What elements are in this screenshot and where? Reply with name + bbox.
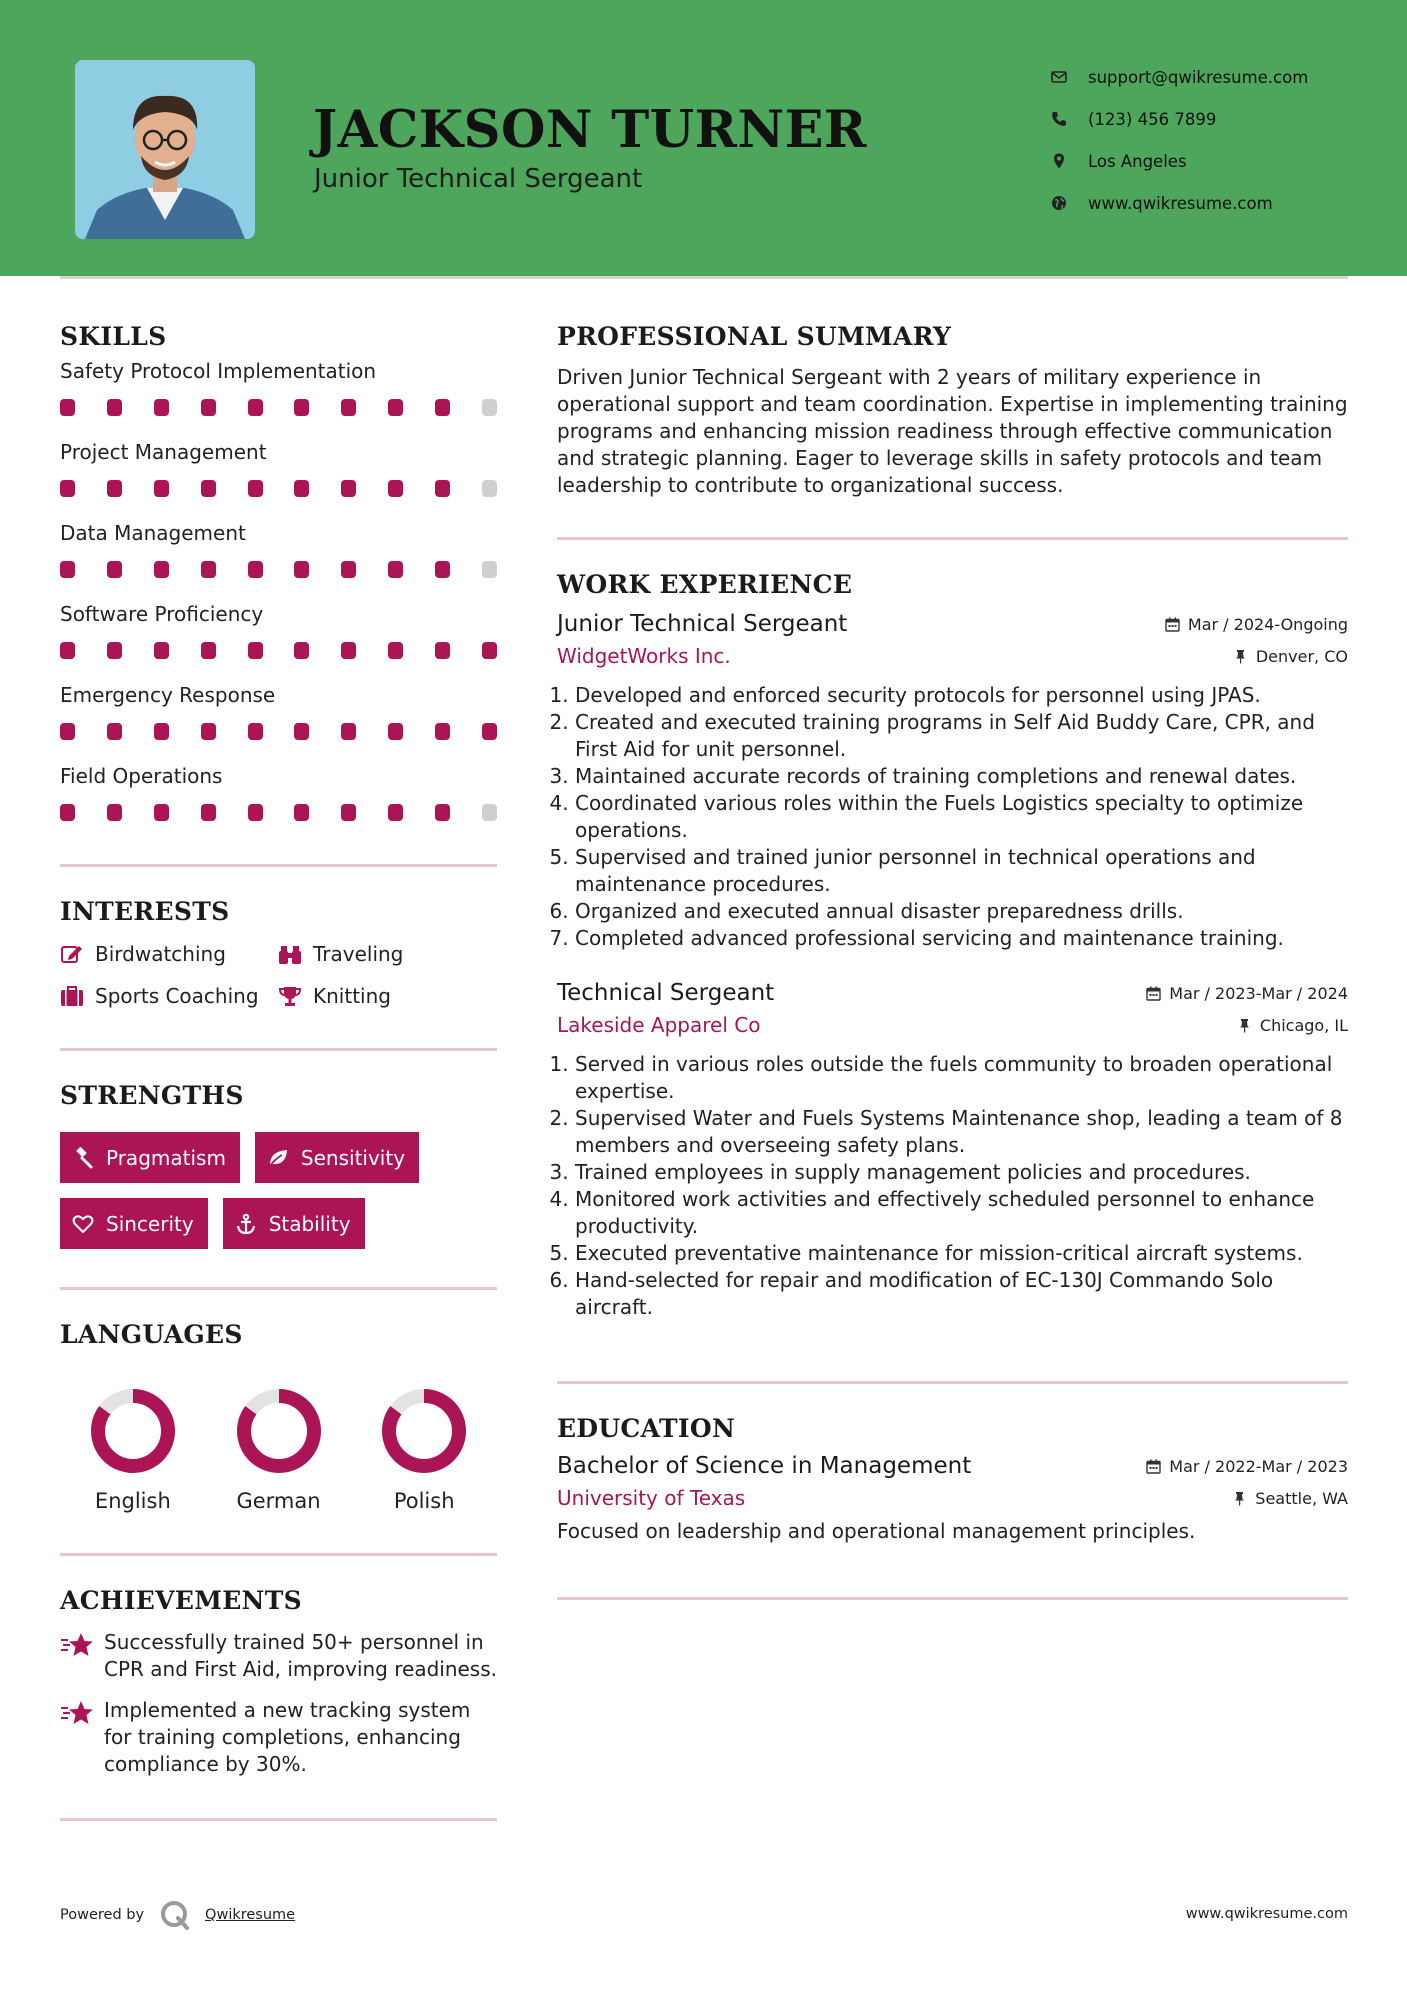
leaf-icon bbox=[267, 1147, 289, 1169]
qwikresume-logo-icon bbox=[159, 1899, 191, 1931]
skill-dot-filled bbox=[248, 399, 263, 416]
contact-phone[interactable] bbox=[1050, 98, 1380, 140]
education-description: Focused on leadership and operational management principles. bbox=[557, 1519, 1196, 1543]
skill-name: Data Management bbox=[60, 521, 246, 545]
interests-list bbox=[60, 942, 497, 1008]
envelope-icon bbox=[1050, 68, 1068, 86]
star-icon bbox=[60, 1699, 94, 1727]
job-location-text: Denver, CO bbox=[1255, 646, 1348, 666]
job-location-text: Chicago, IL bbox=[1259, 1015, 1348, 1035]
skill-dot-filled bbox=[60, 561, 75, 578]
achievement-text: Implemented a new tracking system for training completions, enhancing compliance by 30%. bbox=[104, 1698, 471, 1776]
phone-icon bbox=[1050, 110, 1068, 128]
gavel-icon bbox=[72, 1147, 94, 1169]
section-divider bbox=[557, 1597, 1348, 1600]
skill-name: Emergency Response bbox=[60, 683, 276, 707]
skill-item bbox=[60, 683, 497, 756]
education-subheader bbox=[557, 1486, 1348, 1510]
job-bullet: 3. Maintained accurate records of training completions and renewal dates. bbox=[575, 763, 1348, 790]
skill-item bbox=[60, 764, 497, 837]
section-divider bbox=[557, 1381, 1348, 1384]
footer-website[interactable]: www.qwikresume.com bbox=[1185, 1906, 1348, 1922]
education-degree: Bachelor of Science in Management bbox=[557, 1453, 972, 1479]
contact-website[interactable] bbox=[1050, 182, 1380, 224]
skill-dot-filled bbox=[435, 723, 450, 740]
skill-dot-filled bbox=[482, 723, 497, 740]
job-subheader bbox=[557, 1013, 1348, 1037]
job-date bbox=[1165, 615, 1348, 634]
pushpin-icon bbox=[1233, 649, 1248, 664]
skill-dot-filled bbox=[388, 480, 403, 497]
strengths-list bbox=[60, 1132, 497, 1249]
skill-dot-filled bbox=[201, 642, 216, 659]
skill-dot-filled bbox=[107, 480, 122, 497]
skill-dot-filled bbox=[435, 561, 450, 578]
skill-dot-filled bbox=[201, 480, 216, 497]
interests-title: INTERESTS bbox=[60, 897, 230, 926]
summary-section bbox=[557, 322, 1348, 499]
education-section bbox=[557, 1414, 1348, 1545]
skill-dot-filled bbox=[248, 642, 263, 659]
language-name: English bbox=[94, 1489, 171, 1513]
skill-name: Safety Protocol Implementation bbox=[60, 359, 377, 383]
skill-dot-filled bbox=[201, 561, 216, 578]
map-pin-icon bbox=[1050, 152, 1068, 170]
achievement-item bbox=[60, 1629, 497, 1683]
job-location bbox=[1233, 647, 1348, 666]
strength-tag bbox=[255, 1132, 419, 1183]
skill-dot-filled bbox=[201, 399, 216, 416]
skill-dot-filled bbox=[154, 804, 169, 821]
skill-dot-filled bbox=[341, 642, 356, 659]
skills-list bbox=[60, 359, 497, 837]
pushpin-icon bbox=[1237, 1018, 1252, 1033]
interest-label: Knitting bbox=[313, 984, 391, 1008]
strength-tag bbox=[60, 1198, 208, 1249]
strength-tag bbox=[223, 1198, 365, 1249]
skill-item bbox=[60, 521, 497, 594]
job-role: Technical Sergeant bbox=[557, 980, 775, 1006]
achievement-text: Successfully trained 50+ personnel in CPR and First Aid, improving readiness. bbox=[104, 1630, 498, 1681]
skills-section bbox=[60, 322, 497, 837]
skill-dot-filled bbox=[388, 399, 403, 416]
job-entry bbox=[557, 980, 1348, 1321]
skill-dot-filled bbox=[154, 642, 169, 659]
candidate-name: JACKSON TURNER bbox=[313, 100, 867, 160]
skill-name: Field Operations bbox=[60, 764, 223, 788]
experience-section bbox=[557, 570, 1348, 1321]
contact-phone-text: (123) 456 7899 bbox=[1088, 109, 1217, 129]
footer-powered-by bbox=[60, 1899, 295, 1931]
skill-dot-filled bbox=[248, 723, 263, 740]
skill-dot-filled bbox=[388, 804, 403, 821]
job-bullet: 5. Executed preventative maintenance for mission-critical aircraft systems. bbox=[575, 1240, 1348, 1267]
pencil-square-icon bbox=[60, 943, 84, 965]
interests-section bbox=[60, 897, 497, 1008]
language-item bbox=[60, 1387, 206, 1513]
avatar-illustration bbox=[75, 60, 255, 239]
section-divider bbox=[60, 1048, 497, 1051]
achievements-section bbox=[60, 1586, 497, 1778]
language-donut bbox=[235, 1387, 323, 1475]
globe-icon bbox=[1050, 194, 1068, 212]
skill-dot-empty bbox=[482, 480, 497, 497]
skill-dot-filled bbox=[294, 561, 309, 578]
skill-item bbox=[60, 440, 497, 513]
pushpin-icon bbox=[1232, 1491, 1247, 1506]
job-entry bbox=[557, 611, 1348, 952]
skill-dot-filled bbox=[435, 399, 450, 416]
skill-dot-filled bbox=[435, 480, 450, 497]
skill-dot-filled bbox=[341, 804, 356, 821]
star-icon bbox=[60, 1631, 94, 1659]
skill-dot-filled bbox=[154, 399, 169, 416]
skill-dot-filled bbox=[482, 642, 497, 659]
interest-item bbox=[278, 942, 497, 966]
skill-dot-filled bbox=[435, 642, 450, 659]
header-divider bbox=[60, 276, 1348, 279]
interest-label: Birdwatching bbox=[95, 942, 226, 966]
strength-label: Sincerity bbox=[106, 1211, 194, 1236]
skill-dot-filled bbox=[201, 804, 216, 821]
skill-dot-filled bbox=[60, 804, 75, 821]
calendar-icon bbox=[1165, 617, 1180, 632]
skill-dot-filled bbox=[248, 561, 263, 578]
strengths-title: STRENGTHS bbox=[60, 1081, 244, 1110]
job-date-text: Mar / 2024-Ongoing bbox=[1187, 614, 1348, 634]
job-date-text: Mar / 2023-Mar / 2024 bbox=[1169, 983, 1348, 1003]
anchor-icon bbox=[235, 1213, 257, 1235]
section-divider bbox=[60, 864, 497, 867]
skill-dot-filled bbox=[294, 723, 309, 740]
skill-dot-filled bbox=[248, 804, 263, 821]
calendar-icon bbox=[1146, 1459, 1161, 1474]
skill-dot-filled bbox=[294, 480, 309, 497]
skill-item bbox=[60, 359, 497, 432]
skill-dot-filled bbox=[107, 723, 122, 740]
skill-dot-filled bbox=[341, 723, 356, 740]
section-divider bbox=[557, 537, 1348, 540]
strength-tag bbox=[60, 1132, 240, 1183]
skill-dot-filled bbox=[341, 399, 356, 416]
skill-rating bbox=[60, 723, 497, 740]
education-location bbox=[1232, 1489, 1348, 1508]
summary-text: Driven Junior Technical Sergeant with 2 years of military experience in operational support and team coordination. Expertise in implementing training programs and enhancing mission readiness through effective communication and strategic planning. Eager to leverage skills in safety protocols and team leadership to contribute to organizational success. bbox=[557, 365, 1348, 497]
education-school: University of Texas bbox=[557, 1486, 746, 1510]
education-date-text: Mar / 2022-Mar / 2023 bbox=[1169, 1456, 1348, 1476]
education-header bbox=[557, 1453, 1348, 1479]
summary-title: PROFESSIONAL SUMMARY bbox=[557, 322, 952, 351]
skill-dot-filled bbox=[201, 723, 216, 740]
qwikresume-link[interactable]: Qwikresume bbox=[205, 1907, 296, 1923]
skills-title: SKILLS bbox=[60, 322, 167, 351]
skill-dot-empty bbox=[482, 399, 497, 416]
job-bullet: 3. Trained employees in supply management policies and procedures. bbox=[575, 1159, 1348, 1186]
trophy-icon bbox=[278, 985, 302, 1007]
skill-dot-filled bbox=[60, 480, 75, 497]
skill-dot-filled bbox=[294, 642, 309, 659]
skill-dot-filled bbox=[341, 561, 356, 578]
header-banner bbox=[0, 0, 1407, 276]
strength-label: Pragmatism bbox=[106, 1145, 226, 1170]
strengths-section bbox=[60, 1081, 497, 1249]
language-donut bbox=[380, 1387, 468, 1475]
achievements-title: ACHIEVEMENTS bbox=[60, 1586, 302, 1615]
strength-label: Stability bbox=[268, 1211, 351, 1236]
job-bullets bbox=[557, 682, 1348, 952]
skill-rating bbox=[60, 399, 497, 416]
binoculars-icon bbox=[278, 943, 302, 965]
job-date bbox=[1146, 984, 1348, 1003]
skill-dot-filled bbox=[60, 399, 75, 416]
skill-dot-filled bbox=[154, 561, 169, 578]
skill-dot-filled bbox=[107, 399, 122, 416]
job-company: Lakeside Apparel Co bbox=[557, 1013, 761, 1037]
job-bullets bbox=[557, 1051, 1348, 1321]
job-bullet: 4. Coordinated various roles within the Fuels Logistics specialty to optimize operations. bbox=[575, 790, 1348, 844]
skill-dot-filled bbox=[294, 804, 309, 821]
job-bullet: 1. Developed and enforced security protocols for personnel using JPAS. bbox=[575, 682, 1348, 709]
skill-dot-filled bbox=[435, 804, 450, 821]
job-role: Junior Technical Sergeant bbox=[557, 611, 848, 637]
skill-dot-filled bbox=[60, 642, 75, 659]
contact-email[interactable] bbox=[1050, 56, 1380, 98]
skill-dot-filled bbox=[154, 723, 169, 740]
heart-icon bbox=[72, 1213, 94, 1235]
job-header bbox=[557, 980, 1348, 1006]
briefcase-icon bbox=[60, 985, 84, 1007]
skill-name: Software Proficiency bbox=[60, 602, 264, 626]
education-location-text: Seattle, WA bbox=[1255, 1488, 1348, 1508]
skill-item bbox=[60, 602, 497, 675]
skill-dot-filled bbox=[388, 561, 403, 578]
languages-list bbox=[60, 1387, 497, 1513]
skill-dot-empty bbox=[482, 804, 497, 821]
job-location bbox=[1237, 1016, 1348, 1035]
section-divider bbox=[60, 1553, 497, 1556]
contact-info bbox=[1050, 56, 1380, 224]
experience-title: WORK EXPERIENCE bbox=[557, 570, 853, 599]
language-name: German bbox=[236, 1489, 321, 1513]
candidate-title: Junior Technical Sergeant bbox=[314, 164, 643, 194]
contact-location-text: Los Angeles bbox=[1088, 151, 1187, 171]
skill-rating bbox=[60, 804, 497, 821]
job-bullet: 6. Organized and executed annual disaster preparedness drills. bbox=[575, 898, 1348, 925]
education-title: EDUCATION bbox=[557, 1414, 736, 1443]
profile-photo bbox=[75, 60, 255, 239]
strength-label: Sensitivity bbox=[300, 1145, 406, 1170]
contact-website-text: www.qwikresume.com bbox=[1088, 193, 1273, 213]
job-bullet: 2. Supervised Water and Fuels Systems Maintenance shop, leading a team of 8 members and overseeing safety plans. bbox=[575, 1105, 1348, 1159]
skill-rating bbox=[60, 480, 497, 497]
job-company: WidgetWorks Inc. bbox=[557, 644, 731, 668]
interest-label: Sports Coaching bbox=[95, 984, 259, 1008]
language-item bbox=[351, 1387, 497, 1513]
job-bullet: 5. Supervised and trained junior personnel in technical operations and maintenance procedures. bbox=[575, 844, 1348, 898]
skill-dot-filled bbox=[248, 480, 263, 497]
interest-item bbox=[278, 984, 497, 1008]
job-bullet: 6. Hand-selected for repair and modification of EC-130J Commando Solo aircraft. bbox=[575, 1267, 1348, 1321]
contact-email-text: support@qwikresume.com bbox=[1088, 67, 1309, 87]
skill-dot-filled bbox=[388, 642, 403, 659]
interest-item bbox=[60, 942, 278, 966]
languages-section bbox=[60, 1320, 497, 1513]
job-bullet: 7. Completed advanced professional servicing and maintenance training. bbox=[575, 925, 1348, 952]
interest-item bbox=[60, 984, 278, 1008]
skill-dot-filled bbox=[341, 480, 356, 497]
contact-location bbox=[1050, 140, 1380, 182]
section-divider bbox=[60, 1818, 497, 1821]
languages-title: LANGUAGES bbox=[60, 1320, 243, 1349]
skill-dot-empty bbox=[482, 561, 497, 578]
education-date bbox=[1146, 1457, 1348, 1476]
job-bullet: 1. Served in various roles outside the fuels community to broaden operational expertise. bbox=[575, 1051, 1348, 1105]
language-name: Polish bbox=[393, 1489, 455, 1513]
calendar-icon bbox=[1146, 986, 1161, 1001]
skill-rating bbox=[60, 642, 497, 659]
powered-by-text: Powered by bbox=[60, 1907, 145, 1923]
job-bullet: 2. Created and executed training programs in Self Aid Buddy Care, CPR, and First Aid for unit personnel. bbox=[575, 709, 1348, 763]
skill-rating bbox=[60, 561, 497, 578]
skill-dot-filled bbox=[388, 723, 403, 740]
job-subheader bbox=[557, 644, 1348, 668]
section-divider bbox=[60, 1287, 497, 1290]
right-column bbox=[557, 322, 1348, 1600]
skill-dot-filled bbox=[154, 480, 169, 497]
job-header bbox=[557, 611, 1348, 637]
language-donut bbox=[89, 1387, 177, 1475]
job-bullet: 4. Monitored work activities and effectively scheduled personnel to enhance productivity. bbox=[575, 1186, 1348, 1240]
skill-dot-filled bbox=[107, 804, 122, 821]
skill-dot-filled bbox=[107, 642, 122, 659]
skill-dot-filled bbox=[60, 723, 75, 740]
skill-dot-filled bbox=[107, 561, 122, 578]
skill-name: Project Management bbox=[60, 440, 267, 464]
left-column bbox=[60, 322, 497, 1821]
language-item bbox=[206, 1387, 352, 1513]
skill-dot-filled bbox=[294, 399, 309, 416]
interest-label: Traveling bbox=[313, 942, 404, 966]
achievement-item bbox=[60, 1697, 497, 1778]
